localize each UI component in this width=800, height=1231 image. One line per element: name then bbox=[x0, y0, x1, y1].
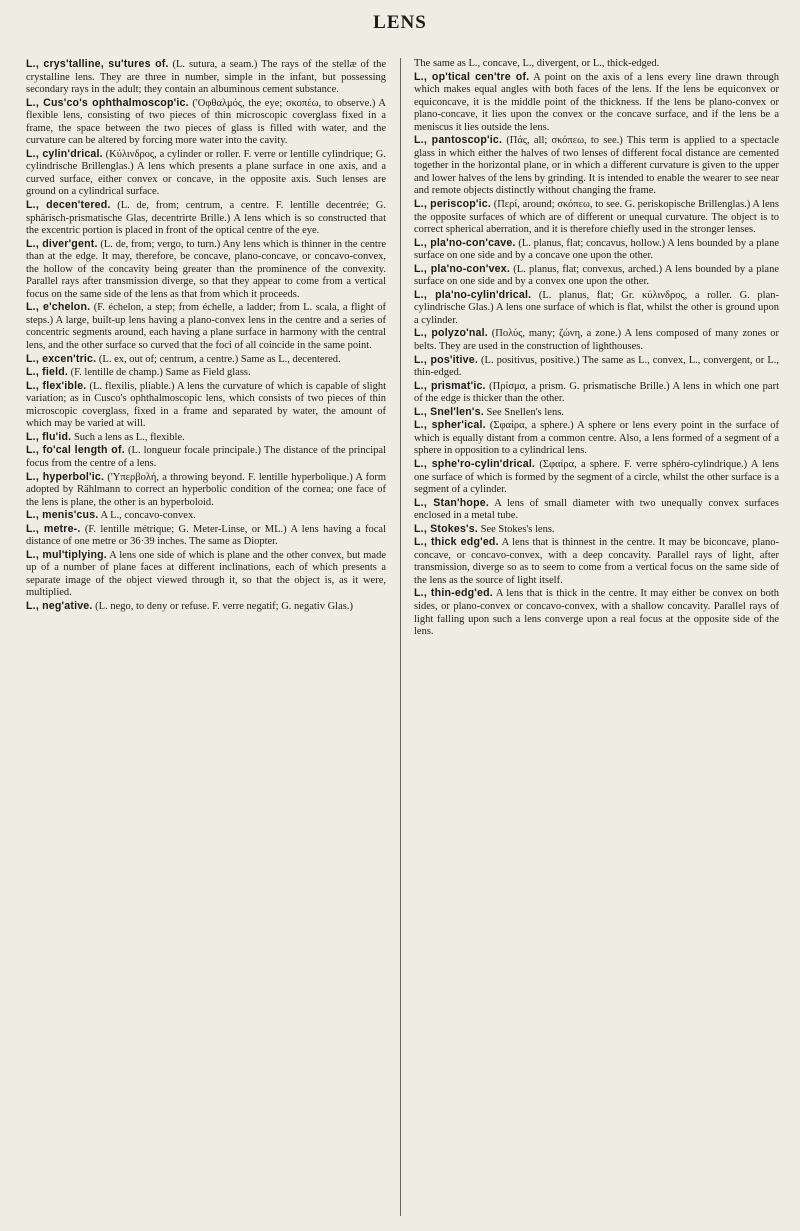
entry-definition: The same as L., concave, L., divergent, or L., thick-edged. bbox=[414, 58, 660, 69]
entry-definition: (Σφαίρα, a sphere. F. verre sphéro-cylindrique.) A lens one surface of which is formed by the segment of a circle, whilst the other surface is a segment of a cylinder. bbox=[414, 458, 779, 496]
entry-headword: L., Stokes's. bbox=[414, 522, 478, 535]
entry-definition: A L., concavo-convex. bbox=[98, 510, 196, 522]
dictionary-entry bbox=[26, 471, 386, 510]
entry-headword: L., pla'no-con'cave. bbox=[414, 236, 516, 249]
entry-headword: L., e'chelon. bbox=[26, 301, 91, 314]
entry-definition: (L. longueur focale principale.) The distance of the principal focus from the centre of a lens. bbox=[26, 445, 386, 469]
entry-definition: (Πρίσμα, a prism. G. prismatische Brille.) A lens in which one part of the edge is thicker than the other. bbox=[414, 380, 779, 405]
entry-definition: A lens one side of which is plane and the other convex, but made up of a number of plane faces at different inclinations, each of which presents a separate image of the object viewed through it, so that the object is, as it were, multiplied. bbox=[26, 549, 386, 599]
entry-headword: L., prismat'ic. bbox=[414, 379, 486, 392]
dictionary-entry bbox=[414, 419, 779, 458]
entry-definition: Such a lens as L., flexible. bbox=[71, 431, 185, 443]
entry-definition: (L. planus, flat; concavus, hollow.) A lens bounded by a plane surface on one side and by a concave one upon the other. bbox=[414, 237, 779, 262]
dictionary-entry bbox=[26, 199, 386, 238]
dictionary-entry bbox=[26, 366, 386, 380]
dictionary-entry bbox=[414, 237, 779, 263]
entry-headword: L., pla'no-cylin'drical. bbox=[414, 288, 532, 301]
dictionary-entry bbox=[26, 58, 386, 97]
column-divider bbox=[400, 58, 401, 1216]
entry-headword: L., periscop'ic. bbox=[414, 198, 492, 211]
entry-headword: L., spher'ical. bbox=[414, 419, 486, 432]
entry-definition: (Περί, around; σκόπεω, to see. G. periskopische Brillenglas.) A lens the opposite surfaces of which are of different or unequal curvature. The object is to correct spherical aberration, and it is therefore chiefly used in the stronger lenses. bbox=[414, 199, 779, 236]
entry-headword: L., field. bbox=[26, 366, 69, 379]
entry-definition: ('Υπερβολή, a throwing beyond. F. lentille hyperbolique.) A form adopted by Rählmann to correct an hyperbolic condition of the cornea; one face of the lens is plane, the other is an hyperboloid. bbox=[26, 471, 386, 508]
dictionary-entry bbox=[414, 134, 779, 198]
dictionary-entry bbox=[26, 148, 386, 199]
entry-headword: L., pantoscop'ic. bbox=[414, 134, 503, 147]
entry-headword: L., pla'no-con'vex. bbox=[414, 262, 510, 275]
dictionary-entry bbox=[414, 58, 779, 71]
entry-definition: A lens that is thinnest in the centre. It may be biconcave, plano-concave, or concavo-convex, with a deep concavity. Parallel rays of light, after transmission, diverge so as to seem to come from a vertical focus on the same side of the lens as the source of light itself. bbox=[414, 537, 780, 586]
dictionary-entry bbox=[414, 587, 779, 638]
entry-headword: L., polyzo'nal. bbox=[414, 327, 488, 340]
entry-definition: (F. lentille métrique; G. Meter-Linse, or ML.) A lens having a focal distance of one metre or 36·39 inches. The same as Diopter. bbox=[26, 523, 386, 548]
entry-headword: L., Snel'len's. bbox=[414, 405, 484, 418]
dictionary-entry bbox=[414, 406, 779, 420]
entry-definition: (L. de, from; vergo, to turn.) Any lens which is thinner in the centre than at the edge. It may, therefore, be concave, plano-concave, or concavo-convex, the hollow of the concavity being greater than the prominence of the convexity. Parallel rays after transmission diverge, so that they appear to come from a vertical focus on the same side of the lens as that from which it proceeds. bbox=[26, 238, 386, 300]
entry-definition: A point on the axis of a lens every line drawn through which makes equal angles with both faces of the lens. If the lens be equiconvex or equiconcave, it is the middle point of the thickness. If the lens be plano-convex or plano-concave, it lies upon the convex or the concave surface, and if the lens be a meniscus it lies outside the lens. bbox=[414, 71, 780, 133]
entry-headword: L., thin-edg'ed. bbox=[414, 587, 493, 600]
entry-definition: (Κύλινδρος, a cylinder or roller. F. verre or lentille cylindrique; G. cylindrische Brillenglas.) A lens which presents a plane surface in one axis, and a curved surface, either convex or concave, in the opposite axis. Such lenses are ground on a cylindrical surface. bbox=[26, 148, 386, 198]
entry-headword: L., excen'tric. bbox=[26, 352, 97, 365]
dictionary-entry bbox=[26, 444, 386, 470]
entry-headword: L., hyperbol'ic. bbox=[26, 470, 105, 483]
entry-definition: (L. nego, to deny or refuse. F. verre negatif; G. negativ Glas.) bbox=[92, 600, 353, 612]
dictionary-entry bbox=[26, 431, 386, 445]
entry-definition: (L. ex, out of; centrum, a centre.) Same as L., decentered. bbox=[96, 353, 341, 365]
entry-definition: (F. échelon, a step; from échelle, a ladder; from L. scala, a flight of steps.) A large, built-up lens having a plano-convex lens in the centre and a series of concentric segments around, each having a plane surface in harmony with the central lens, and the other surface so curved that the foci of all coincide in the same point. bbox=[26, 302, 386, 352]
entry-definition: (Σφαίρα, a sphere.) A sphere or lens every point in the surface of which is equally distant from a common centre. Also, a lens formed of a segment of a sphere in opposition to a cylindrical lens. bbox=[414, 420, 779, 457]
entry-definition: See Snellen's lens. bbox=[483, 406, 564, 418]
entry-headword: L., cylin'drical. bbox=[26, 147, 103, 160]
entry-headword: L., fo'cal length of. bbox=[26, 444, 125, 457]
dictionary-entry bbox=[414, 523, 779, 537]
dictionary-entry bbox=[414, 263, 779, 289]
entry-definition: (L. planus, flat; Gr. κύλινδρος, a roller. G. plan-cylindrische Glas.) A lens one surface of which is flat, whilst the other is ground upon a cylinder. bbox=[414, 289, 779, 326]
left-column bbox=[26, 58, 386, 614]
entry-headword: L., pos'itive. bbox=[414, 353, 478, 366]
entry-headword: L., crys'talline, su'tures of. bbox=[26, 58, 169, 70]
entry-definition: (L. de, from; centrum, a centre. F. lentille decentrée; G. sphärisch-prismatische Glas, decentrirte Brille.) A lens which is so constructed that the excentric portion is placed in front of the optical centre of the eye. bbox=[26, 200, 386, 237]
entry-definition: (L. positivus, positive.) The same as L., convex, L., convergent, or L., thin-edged. bbox=[414, 354, 779, 379]
entry-headword: L., thick edg'ed. bbox=[414, 536, 499, 549]
entry-headword: L., neg'ative. bbox=[26, 599, 93, 612]
entry-definition: A lens that is thick in the centre. It may either be convex on both sides, or plano-convex or concavo-convex, with a shallow concavity. Parallel rays of light falling upon such a lens converge upon a real focus at the opposite side of the lens. bbox=[414, 588, 779, 638]
entry-definition: (Πάς, all; σκόπεω, to see.) This term is applied to a spectacle glass in which either the halves of two lenses of different focal distance are cemented together in the horizontal plane, or in which a different curvature is given to the upper and lower halves of the lens by grinding. It is intended to enable the wearer to see near and remote objects distinctly without changing the frame. bbox=[414, 135, 779, 197]
entry-headword: L., mul'tiplying. bbox=[26, 548, 107, 561]
dictionary-entry bbox=[26, 380, 386, 431]
entry-headword: L., metre-. bbox=[26, 522, 81, 535]
dictionary-entry bbox=[414, 536, 779, 587]
entry-definition: (Πολύς, many; ζώνη, a zone.) A lens composed of many zones or belts. They are used in the construction of lighthouses. bbox=[414, 328, 779, 353]
entry-headword: L., Cus'co's ophthalmoscop'ic. bbox=[26, 96, 189, 109]
entry-headword: L., menis'cus. bbox=[26, 509, 99, 522]
right-column bbox=[414, 58, 779, 639]
entry-headword: L., op'tical cen'tre of. bbox=[414, 70, 530, 83]
dictionary-entry bbox=[26, 523, 386, 549]
dictionary-entry bbox=[26, 353, 386, 367]
entry-definition: (L. planus, flat; convexus, arched.) A lens bounded by a plane surface on one side and by a convex one upon the other. bbox=[414, 263, 779, 288]
dictionary-entry bbox=[26, 301, 386, 352]
dictionary-entry bbox=[26, 97, 386, 148]
entry-definition: (L. flexilis, pliable.) A lens the curvature of which is capable of slight variation; as in Cusco's ophthalmoscopic lens, which consists of two pieces of thin microscopic coverglass, fixed in a frame and separated by water, the amount of which may be varied at will. bbox=[26, 380, 386, 430]
entry-headword: L., sphe'ro-cylin'drical. bbox=[414, 457, 536, 470]
dictionary-entry bbox=[414, 354, 779, 380]
entry-headword: L., Stan'hope. bbox=[414, 496, 489, 509]
entry-definition: See Stokes's lens. bbox=[478, 523, 555, 535]
entry-definition: (L. sutura, a seam.) The rays of the stellæ of the crystalline lens. They are three in number, simple in the infant, but possessing secondary rays in the adult; they contain an albuminous cement substance. bbox=[26, 59, 386, 96]
entry-headword: L., diver'gent. bbox=[26, 237, 98, 250]
dictionary-entry bbox=[414, 71, 779, 135]
entry-headword: L., flu'id. bbox=[26, 430, 72, 443]
entry-definition: (F. lentille de champ.) Same as Field glass. bbox=[68, 367, 251, 379]
dictionary-entry bbox=[414, 289, 779, 328]
dictionary-entry bbox=[26, 509, 386, 523]
dictionary-entry bbox=[26, 549, 386, 600]
dictionary-entry bbox=[414, 327, 779, 353]
entry-definition: A lens of small diameter with two unequally convex surfaces enclosed in a metal tube. bbox=[414, 497, 780, 522]
dictionary-entry bbox=[414, 198, 779, 237]
entry-headword: L., decen'tered. bbox=[26, 199, 111, 212]
entry-headword: L., flex'ible. bbox=[26, 379, 87, 392]
dictionary-entry bbox=[26, 600, 386, 614]
dictionary-entry bbox=[26, 238, 386, 302]
dictionary-entry bbox=[414, 458, 779, 497]
dictionary-entry bbox=[414, 497, 779, 523]
entry-definition: ('Οφθαλμός, the eye; σκοπέω, to observe.) A flexible lens, consisting of two pieces of thin microscopic coverglass fixed in a frame, the space between the two pieces of glass is filled with water, and the curvature can be altered by forcing more water into the cavity. bbox=[26, 97, 387, 147]
dictionary-entry bbox=[414, 380, 779, 406]
running-head: LENS bbox=[373, 12, 427, 33]
